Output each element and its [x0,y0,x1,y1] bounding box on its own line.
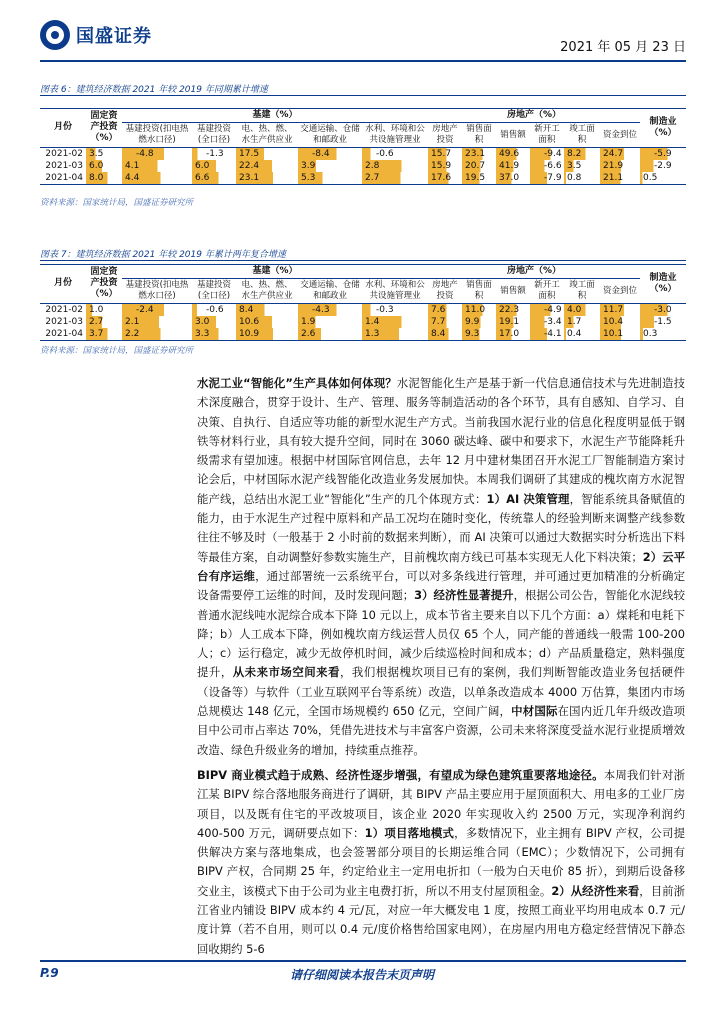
table6-sub-header: 新开工面积 [530,123,564,147]
table6-sub-header: 基建投资(扣电热燃水口径) [122,123,192,147]
table-cell-value: -3.0 [640,303,686,316]
table-cell-month: 2021-04 [40,172,86,185]
table-cell-value: 10.1 [600,328,640,341]
para1-highlight: 3）经济性显著提升 [414,588,514,603]
table-cell-value: 7.7 [428,316,462,328]
table7-sub-header: 资金到位 [600,279,640,303]
table7-body [40,303,686,340]
table-cell-value: 2.7 [86,316,122,328]
table6-col-month: 月份 [40,109,86,148]
para1-highlight: 2）云平台有序运维 [197,549,685,583]
table-cell-value: 19.5 [462,172,496,185]
para2-text: ，多数情况下，业主拥有 BIPV 产权，公司提供解决方案与落地集成，也会签署部分项目的长期运维合同（EMC）；少数情况下，公司拥有 BIPV 产权，合同期 25 年，约定给业主一定用电折扣（一般为白天电价 85 折），到期后设备移交业主，该模式下由于公司为业主电费打折，所以不用支付屋顶租金。 [197,825,686,898]
table-cell-value: -9.4 [530,147,564,160]
table7-sub-header: 竣工面积 [564,279,600,303]
table-cell-value: 15.7 [428,147,462,160]
table7-group-realestate: 房地产（%） [428,265,640,279]
header-divider [40,60,686,62]
table-cell-value: 1.3 [362,328,428,341]
table6-title: 图表 6：建筑经济数据 2021 年较 2019 年同期累计增速 [40,85,268,95]
table7-sub-header: 基建投资(全口径) [192,279,236,303]
table-cell-value: -1.5 [640,316,686,328]
table6-sub-header: 资金到位 [600,123,640,147]
table7-sub-header: 新开工面积 [530,279,564,303]
table-cell-value: 10.9 [236,328,298,341]
table-cell-value: 11.0 [462,303,496,316]
para1-text: 在国内近几年升级改造项目中公司市占率达 70%，凭借先进技术与丰富客户资源，公司未来将深度受益水泥行业提质增效改造、绿色升级业务的增加，持续重点推荐。 [197,704,685,757]
table7-sub-header: 销售额 [496,279,530,303]
table-cell-value: 1.7 [564,316,600,328]
table6-sub-header: 水利、环境和公共设施管理业 [362,123,428,147]
table-cell-value: 0.8 [564,172,600,185]
table-cell-value: 6.0 [192,160,236,172]
table-cell-value: 2.7 [362,172,428,185]
table6-sub-header: 交通运输、仓储和邮政业 [298,123,362,147]
table-cell-value: -4.3 [298,303,362,316]
para1-highlight: 中材国际 [511,704,558,719]
table-cell-month: 2021-02 [45,148,83,159]
table-cell-value: -8.4 [298,147,362,160]
table-cell-month: 2021-04 [40,328,86,341]
table-cell-value: 2.2 [122,328,192,341]
table-cell-value: 3.9 [298,160,362,172]
table-cell-value: 20.7 [462,160,496,172]
table-cell-value: 37.0 [496,172,530,185]
para1-highlight: 从未来市场空间来看 [232,665,340,680]
table6-sub-header: 电、热、燃、水生产供应业 [236,123,298,147]
para2-highlight: 2）从经济性来看 [551,883,640,898]
table-cell-value: 3.0 [192,316,236,328]
table-cell-value: -4.8 [122,147,192,160]
table-cell-value: 6.0 [86,160,122,172]
table-cell-value: 19.1 [496,316,530,328]
table-cell-value: -2.9 [640,160,686,172]
table-cell-value: 0.3 [640,328,686,341]
table6-group-realestate: 房地产（%） [428,109,640,123]
table6-source: 资料来源：国家统计局，国盛证券研究所 [40,198,194,208]
table-cell-value: 8.2 [564,147,600,160]
table7-col-fai: 固定资产投资（%） [86,265,122,304]
table-cell-value: 0.4 [564,328,600,341]
table-cell-value: 22.4 [236,160,298,172]
table-cell-value: -1.3 [192,147,236,160]
para1-text: ，根据公司公告，智能化水泥线较普通水泥线吨水泥综合成本下降 10 元以上，成本节省主要来自以下几个方面：a）煤耗和电耗下降；b）人工成本下降，例如槐坎南方线运营人员仅 65 个人，同产能的普通线一般需 100-200 人；c）运行稳定，减少无故停机时间，减少后续巡检时间和成本；d）产品质量稳定，熟料强度提升， [197,588,685,680]
table-cell-value: -5.9 [640,147,686,160]
table-cell-value: 24.7 [600,147,640,160]
table6 [40,108,686,185]
table-cell-value: 41.9 [496,160,530,172]
para1-lead: 水泥工业“智能化”生产具体如何体现？ [197,376,397,390]
table-cell-value: -4.9 [530,303,564,316]
table6-col-mfg: 制造业（%） [640,109,686,148]
table7-sub-header: 房地产投资 [428,279,462,303]
table-cell-value: 5.3 [298,172,362,185]
table-cell-value: 2.8 [362,160,428,172]
table-cell-value: 1.9 [298,316,362,328]
table-cell-value: 11.7 [600,303,640,316]
table6-col-fai: 固定资产投资（%） [86,109,122,148]
table-cell-value: 3.5 [86,147,122,160]
table6-group-infra: 基建（%） [122,109,428,123]
table-cell-value: -7.9 [530,172,564,185]
table-cell-value: 0.5 [640,172,686,185]
table-cell-value: 23.1 [462,147,496,160]
table7-source: 资料来源：国家统计局，国盛证券研究所 [40,346,194,356]
table-cell-value: -0.6 [192,303,236,316]
table-row [40,328,686,341]
table6-sub-header: 销售面积 [462,123,496,147]
table-row [40,303,686,316]
table-cell-value: 8.4 [236,303,298,316]
table-cell-value: 2.1 [122,316,192,328]
table-cell-value: 3.5 [564,160,600,172]
table-cell-value: 17.0 [496,328,530,341]
table7-sub-header: 电、热、燃、水生产供应业 [236,279,298,303]
table-cell-value: 21.1 [600,172,640,185]
table-cell-month: 2021-03 [45,160,83,171]
table6-sub-header: 基建投资(全口径) [192,123,236,147]
table-row [40,316,686,328]
table-cell-value: -2.4 [122,303,192,316]
table-row [40,160,686,172]
table-cell-value: -0.3 [362,303,428,316]
para2-text: 本周我们针对浙江某 BIPV 综合落地服务商进行了调研，其 BIPV 产品主要应用于屋顶面积大、用电多的工业厂房项目，以及既有住宅的平改坡项目，该企业 2020 年实现收入约 2500 万元，实现净利润约 400-500 万元，调研要点如下： [197,768,685,840]
table7-sub-header: 水利、环境和公共设施管理业 [362,279,428,303]
table-cell-month: 2021-02 [45,304,83,315]
para1-text: ，智能系统具备赋值的能力，由于水泥生产过程中原料和产品工况均在随时变化，传统靠人的经验判断来调整产线参数往往不够及时（一般基于 2 小时前的数据来判断），而 AI 决策可以通过大数据实时分析选出下料等最佳方案，自动调整好参数实施生产，目前槐坎南方线已可基本实现无人化下料决策； [197,491,685,564]
para1-text: 水泥智能化生产是基于新一代信息通信技术与先进制造技术深度融合，贯穿于设计、生产、管理、服务等制造活动的各个环节，具有自感知、自学习、自决策、自执行、自适应等功能的新型水泥生产方式。当前我国水泥行业的信息化程度明显低于钢铁等材料行业，具有较大提升空间，同时在 3060 碳达峰、碳中和要求下，水泥生产节能降耗升级需求有望加速。根据中材国际官网信息，去年 12 月中建材集团召开水泥工厂智能制造方案讨论会后，中材国际水泥产线智能化改造业务发展加快。本周我们调研了其建成的槐坎南方水泥智能产线，总结出水泥工业“智能化”生产的几个体现方式： [197,376,685,506]
table7-title-rule [40,260,686,261]
page-number: P.9 [40,966,59,980]
table-cell-value: -4.1 [530,328,564,341]
table-cell-value: 23.1 [236,172,298,185]
para1-text: ，通过部署统一云系统平台，可以对多条线进行管理，并可通过更加精准的分析确定设备需要停工运维的时间，及时发现问题； [197,568,685,603]
table-cell-value: 9.3 [462,328,496,341]
footer-disclaimer: 请仔细阅读本报告末页声明 [289,968,434,982]
table-cell-value: 4.4 [122,172,192,185]
table6-body [40,147,686,184]
table-cell-month: 2021-03 [45,316,83,327]
table-cell-value: 1.4 [362,316,428,328]
page-header [40,20,686,60]
paragraph-cement [197,374,685,760]
para2-highlight: 1）项目落地模式 [364,825,455,840]
table-row [40,147,686,160]
table6-title-rule [40,95,686,96]
table7-sub-header: 交通运输、仓储和邮政业 [298,279,362,303]
table-cell-value: 1.0 [86,303,122,316]
table7-sub-header: 销售面积 [462,279,496,303]
table-cell-value: 17.6 [428,172,462,185]
table-cell-value: -6.6 [530,160,564,172]
report-date: 2021 年 05 月 23 日 [560,40,686,55]
table-cell-value: 3.3 [192,328,236,341]
table-cell-value: 8.4 [428,328,462,341]
table-cell-value: 21.9 [600,160,640,172]
para2-lead: BIPV 商业模式趋于成熟、经济性逐步增强，有望成为绿色建筑重要落地途径。 [197,768,604,782]
table7 [40,264,686,341]
table-cell-value: 10.4 [600,316,640,328]
table-cell-value: 7.6 [428,303,462,316]
table-cell-value: 10.6 [236,316,298,328]
table-cell-value: 49.6 [496,147,530,160]
para2-text: ，目前浙江省业内铺设 BIPV 成本约 4 元/瓦，对应一年大概发电 1 度，按照工商业平均用电成本 0.7 元/度计算（若不自用，则可以 0.4 元/度价格售给国家电网），在房屋内用电方稳定经营情况下静态回收期约 5-6 [197,883,685,956]
table-cell-value: -3.4 [530,316,564,328]
table-cell-value: 9.9 [462,316,496,328]
table-cell-value: -0.6 [362,147,428,160]
table6-sub-header: 销售额 [496,123,530,147]
table-cell-value: 2.6 [298,328,362,341]
table-cell-value: 15.9 [428,160,462,172]
footer-divider [40,960,686,962]
table7-col-mfg: 制造业（%） [640,265,686,304]
brand-logo-icon [40,20,70,50]
para1-text: ，我们根据槐坎项目已有的案例，我们判断智能改造业务包括硬件（设备等）与软件（工业互联网平台等系统）改造，以单条改造成本 4000 万估算，集团内市场总规模达 148 亿元，全国市场规模约 650 亿元，空间广阔， [197,665,685,719]
table-cell-value: 4.1 [122,160,192,172]
table-cell-value: 6.6 [192,172,236,185]
table-row [40,172,686,185]
para1-highlight: 1）AI 决策管理 [486,491,570,506]
table-cell-value: 3.7 [86,328,122,341]
table-cell-value: 4.0 [564,303,600,316]
paragraph-bipv [197,766,685,959]
table7-col-month: 月份 [40,265,86,304]
table-cell-value: 22.3 [496,303,530,316]
table6-sub-header: 竣工面积 [564,123,600,147]
table7-title: 图表 7：建筑经济数据 2021 年较 2019 年累计两年复合增速 [40,250,286,260]
table-cell-value: 17.5 [236,147,298,160]
table7-sub-header: 基建投资(扣电热燃水口径) [122,279,192,303]
table6-sub-header: 房地产投资 [428,123,462,147]
table7-group-infra: 基建（%） [122,265,428,279]
brand-name: 国盛证券 [76,26,152,47]
brand-logo [40,20,152,50]
table-cell-value: 8.0 [86,172,122,185]
